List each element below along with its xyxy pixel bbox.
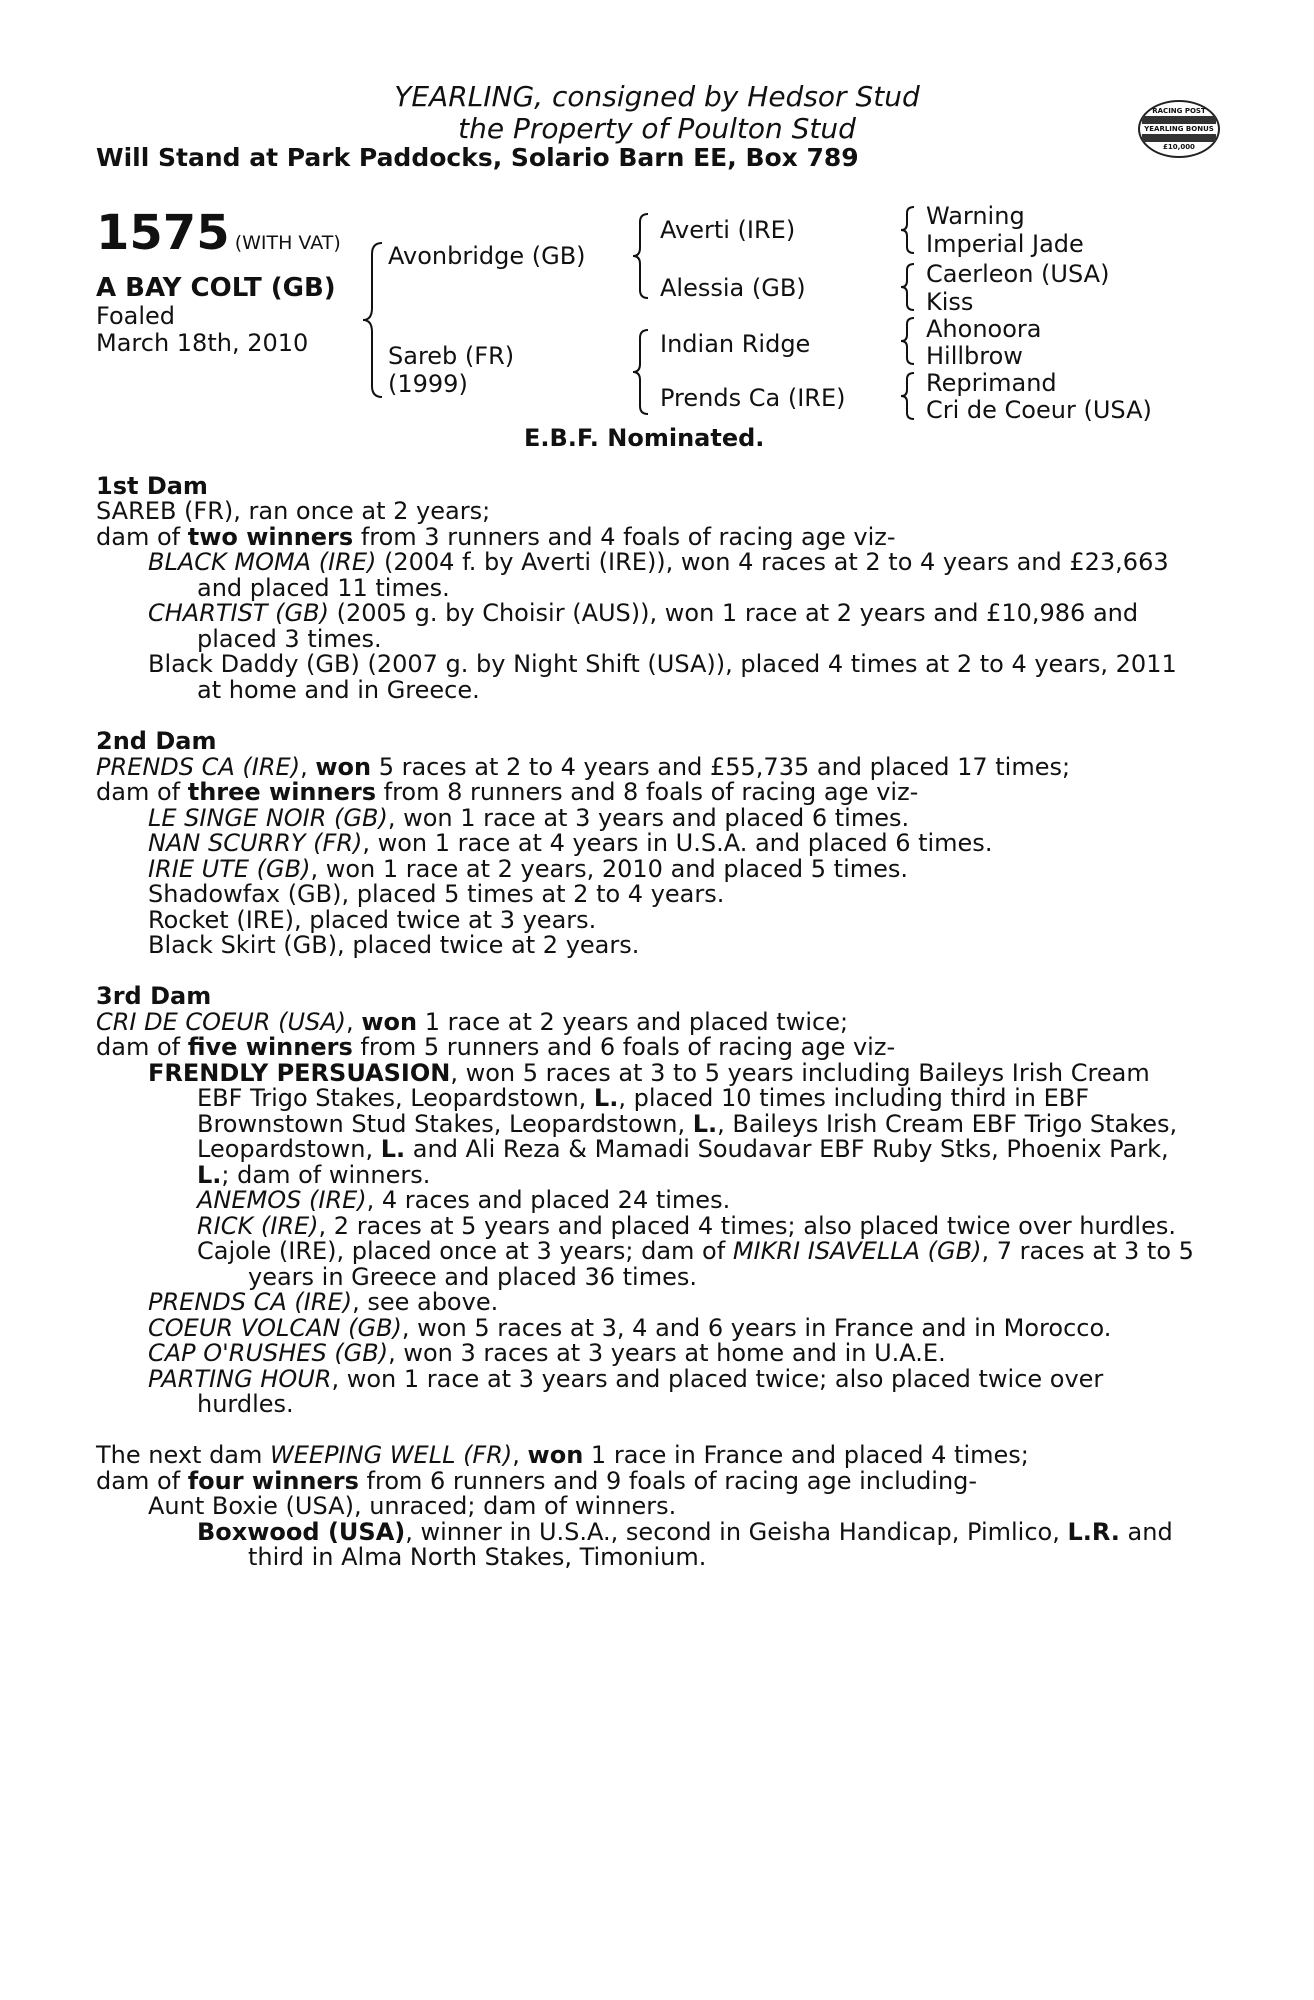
- pedigree-dam-year: (1999): [388, 370, 468, 398]
- nextdam-boxwood-cont: third in Alma North Stakes, Timonium.: [248, 1543, 707, 1571]
- dam3-cap-orushes: CAP O'RUSHES (GB), won 3 races at 3 years at home and in U.A.E.: [148, 1339, 946, 1367]
- dam2-runner-6: Black Skirt (GB), placed twice at 2 years.: [148, 931, 640, 959]
- badge-amount: £10,000: [1163, 143, 1195, 151]
- dam1-progeny-3-cont: at home and in Greece.: [197, 676, 480, 704]
- lot-vat: (WITH VAT): [234, 232, 341, 254]
- dam3-frendly-1: FRENDLY PERSUASION, won 5 races at 3 to 5 years including Baileys Irish Cream: [148, 1059, 1150, 1087]
- foaled-date: March 18th, 2010: [96, 329, 309, 357]
- pedigree-sds: Caerleon (USA): [926, 260, 1110, 288]
- ebf-nominated: E.B.F. Nominated.: [524, 424, 765, 452]
- dam3-cajole: Cajole (IRE), placed once at 3 years; dam of MIKRI ISAVELLA (GB), 7 races at 3 to 5: [197, 1237, 1194, 1265]
- dam3-line2: dam of five winners from 5 runners and 6 foals of racing age viz-: [96, 1033, 896, 1061]
- lot-number: 1575: [96, 205, 230, 261]
- dam3-frendly-2: EBF Trigo Stakes, Leopardstown, L., placed 10 times including third in EBF: [197, 1084, 1090, 1112]
- dam2-line1: PRENDS CA (IRE), won 5 races at 2 to 4 years and £55,735 and placed 17 times;: [96, 753, 1071, 781]
- foaled-label: Foaled: [96, 302, 176, 330]
- badge-line2: YEARLING BONUS: [1144, 125, 1214, 133]
- pedigree-sire: Avonbridge (GB): [388, 242, 586, 270]
- dam3-rick: RICK (IRE), 2 races at 5 years and placed 4 times; also placed twice over hurdles.: [197, 1212, 1176, 1240]
- pedigree-brace-3: [630, 328, 654, 416]
- dam1-progeny-3: Black Daddy (GB) (2007 g. by Night Shift (USA)), placed 4 times at 2 to 4 years, 2011: [148, 650, 1177, 678]
- dam3-prends-ca: PRENDS CA (IRE), see above.: [148, 1288, 499, 1316]
- nextdam-line2: dam of four winners from 6 runners and 9 foals of racing age including-: [96, 1467, 978, 1495]
- dam2-runner-3: IRIE UTE (GB), won 1 race at 2 years, 2010 and placed 5 times.: [148, 855, 909, 883]
- nextdam-line1: The next dam WEEPING WELL (FR), won 1 race in France and placed 4 times;: [96, 1441, 1029, 1469]
- dam1-heading: 1st Dam: [96, 472, 208, 500]
- dam1-progeny-2: CHARTIST (GB) (2005 g. by Choisir (AUS)), won 1 race at 2 years and £10,986 and: [148, 599, 1139, 627]
- dam2-runner-1: LE SINGE NOIR (GB), won 1 race at 3 years and placed 6 times.: [148, 804, 910, 832]
- nextdam-boxwood: Boxwood (USA), winner in U.S.A., second in Geisha Handicap, Pimlico, L.R. and: [197, 1518, 1173, 1546]
- pedigree-brace-2: [630, 212, 654, 300]
- dam1-progeny-1-cont: and placed 11 times.: [197, 574, 450, 602]
- pedigree-sire-sire: Averti (IRE): [660, 216, 796, 244]
- pedigree-sdd: Kiss: [926, 288, 974, 316]
- dam3-frendly-5: L.; dam of winners.: [197, 1161, 431, 1189]
- dam1-line1: SAREB (FR), ran once at 2 years;: [96, 497, 491, 525]
- dam2-heading: 2nd Dam: [96, 727, 217, 755]
- dam3-parting-hour-cont: hurdles.: [197, 1390, 294, 1418]
- header-line-property: the Property of Poulton Stud: [458, 112, 856, 145]
- header-line-stand: Will Stand at Park Paddocks, Solario Barn EE, Box 789: [96, 143, 859, 172]
- dam3-frendly-3: Brownstown Stud Stakes, Leopardstown, L., Baileys Irish Cream EBF Trigo Stakes,: [197, 1110, 1178, 1138]
- pedigree-dam-dam: Prends Ca (IRE): [660, 384, 846, 412]
- pedigree-ddd: Cri de Coeur (USA): [926, 396, 1152, 424]
- pedigree-brace-6: [898, 316, 918, 366]
- dam3-anemos: ANEMOS (IRE), 4 races and placed 24 times.: [197, 1186, 731, 1214]
- dam2-runner-2: NAN SCURRY (FR), won 1 race at 4 years in U.S.A. and placed 6 times.: [148, 829, 993, 857]
- pedigree-sire-dam: Alessia (GB): [660, 274, 806, 302]
- dam1-progeny-2-cont: placed 3 times.: [197, 625, 382, 653]
- dam3-parting-hour: PARTING HOUR, won 1 race at 3 years and placed twice; also placed twice over: [148, 1365, 1104, 1393]
- dam1-line2: dam of two winners from 3 runners and 4 foals of racing age viz-: [96, 523, 896, 551]
- header-line-consignor: YEARLING, consigned by Hedsor Stud: [394, 80, 920, 113]
- pedigree-dds: Reprimand: [926, 369, 1057, 397]
- pedigree-brace-5: [898, 262, 918, 312]
- pedigree-brace-1: [360, 240, 390, 400]
- dam3-cajole-cont: years in Greece and placed 36 times.: [248, 1263, 697, 1291]
- dam3-line1: CRI DE COEUR (USA), won 1 race at 2 years and placed twice;: [96, 1008, 849, 1036]
- dam1-progeny-1: BLACK MOMA (IRE) (2004 f. by Averti (IRE)), won 4 races at 2 to 4 years and £23,663: [148, 548, 1169, 576]
- lot-title: A BAY COLT (GB): [96, 273, 336, 303]
- pedigree-dam: Sareb (FR): [388, 342, 515, 370]
- dam3-coeur-volcan: COEUR VOLCAN (GB), won 5 races at 3, 4 and 6 years in France and in Morocco.: [148, 1314, 1112, 1342]
- yearling-bonus-badge: [1138, 100, 1220, 158]
- pedigree-ssd: Imperial Jade: [926, 230, 1084, 258]
- pedigree-dss: Ahonoora: [926, 315, 1042, 343]
- pedigree-brace-4: [898, 205, 918, 255]
- dam2-runner-5: Rocket (IRE), placed twice at 3 years.: [148, 906, 597, 934]
- pedigree-dam-sire: Indian Ridge: [660, 330, 811, 358]
- dam2-line2: dam of three winners from 8 runners and 8 foals of racing age viz-: [96, 778, 919, 806]
- badge-line1: RACING POST: [1152, 107, 1206, 115]
- pedigree-sss: Warning: [926, 202, 1025, 230]
- dam3-frendly-4: Leopardstown, L. and Ali Reza & Mamadi Soudavar EBF Ruby Stks, Phoenix Park,: [197, 1135, 1169, 1163]
- dam3-heading: 3rd Dam: [96, 982, 212, 1010]
- pedigree-dsd: Hillbrow: [926, 342, 1023, 370]
- nextdam-aunt-boxie: Aunt Boxie (USA), unraced; dam of winners.: [148, 1492, 677, 1520]
- catalogue-body: [96, 474, 1202, 1574]
- pedigree-brace-7: [898, 371, 918, 421]
- dam2-runner-4: Shadowfax (GB), placed 5 times at 2 to 4 years.: [148, 880, 725, 908]
- lot-number-line: [96, 205, 341, 261]
